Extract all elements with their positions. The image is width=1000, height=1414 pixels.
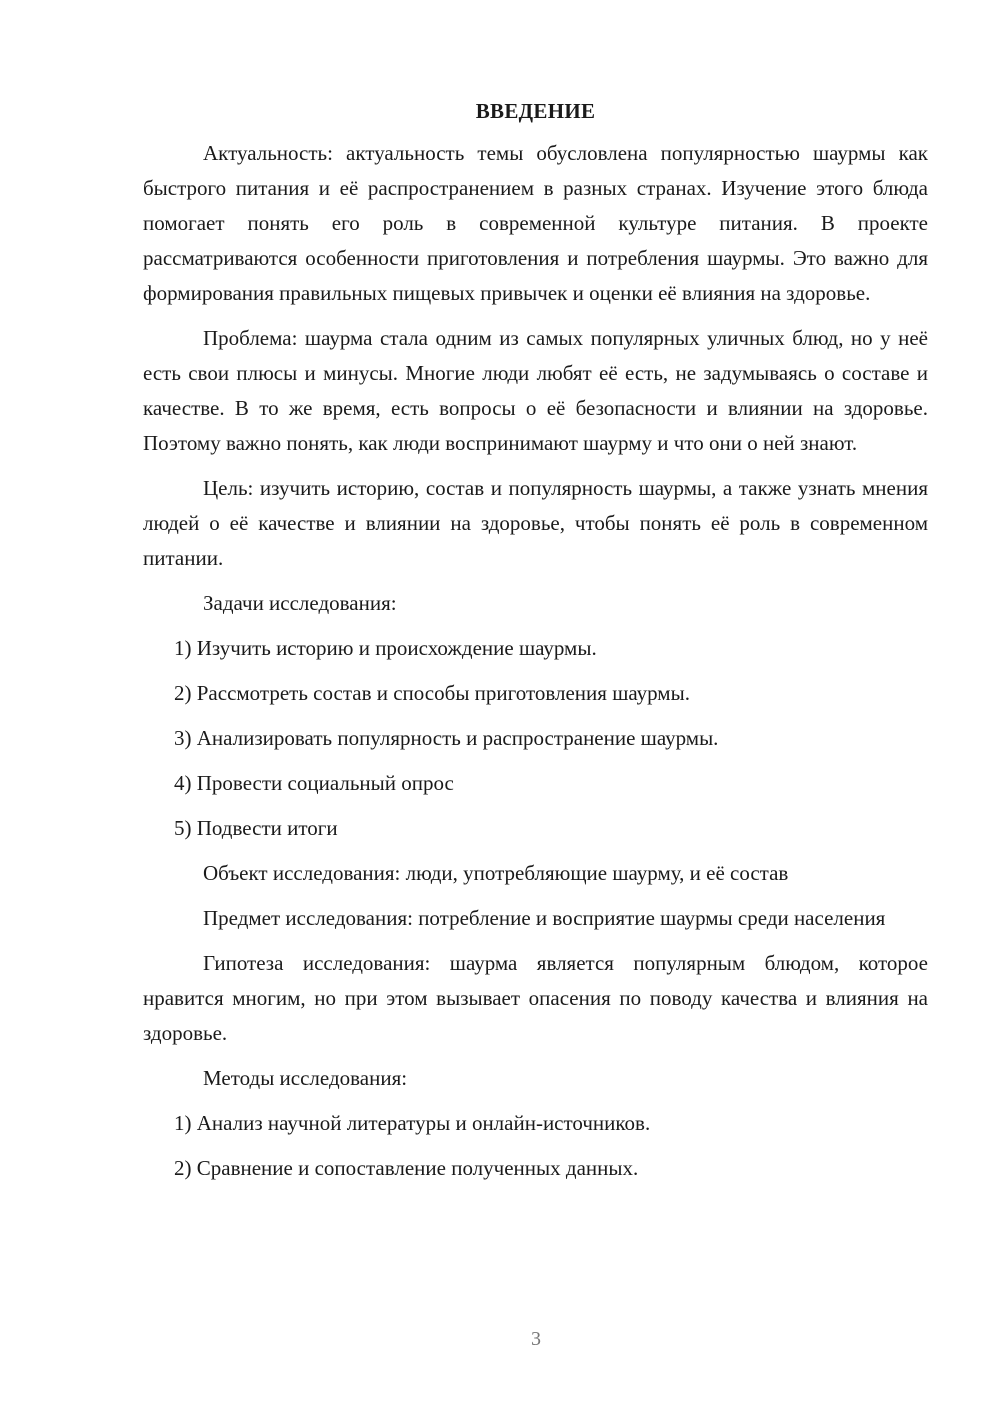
methods-title: Методы исследования: — [203, 1066, 408, 1090]
hypothesis-paragraph: Гипотеза исследования: шаурма является популярным блюдом, которое нравится многим, но при этом вызывает опасения по поводу качества и влияния на здоровье. — [143, 951, 928, 1045]
document-body — [143, 96, 928, 1196]
task-item: 1) Изучить историю и происхождение шаурмы. — [174, 636, 597, 660]
section-heading: ВВЕДЕНИЕ — [475, 99, 596, 123]
task-item: 5) Подвести итоги — [174, 816, 338, 840]
task-item: 3) Анализировать популярность и распространение шаурмы. — [174, 726, 719, 750]
task-item: 2) Рассмотреть состав и способы приготовления шаурмы. — [174, 681, 690, 705]
method-item: 2) Сравнение и сопоставление полученных данных. — [174, 1156, 639, 1180]
task-item: 4) Провести социальный опрос — [174, 771, 454, 795]
problem-paragraph: Проблема: шаурма стала одним из самых популярных уличных блюд, но у неё есть свои плюсы и минусы. Многие люди любят её есть, не задумываясь о составе и качестве. В то же время, есть вопросы о её безопасности и влиянии на здоровье. Поэтому важно понять, как люди воспринимают шаурму и что они о ней знают. — [143, 326, 928, 455]
object-line: Объект исследования: люди, употребляющие шаурму, и её состав — [203, 861, 789, 885]
subject-paragraph: Предмет исследования: потребление и восприятие шаурмы среди населения — [203, 906, 886, 930]
page-number: 3 — [531, 1328, 541, 1350]
tasks-title: Задачи исследования: — [203, 591, 397, 615]
goal-paragraph: Цель: изучить историю, состав и популярность шаурмы, а также узнать мнения людей о её качестве и влиянии на здоровье, чтобы понять её роль в современном питании. — [143, 476, 928, 570]
method-item: 1) Анализ научной литературы и онлайн-источников. — [174, 1111, 651, 1135]
relevance-paragraph: Актуальность: актуальность темы обусловлена популярностью шаурмы как быстрого питания и её распространением в разных странах. Изучение этого блюда помогает понять его роль в современной культуре питания. В проекте рассматриваются особенности приготовления и потребления шаурмы. Это важно для формирования правильных пищевых привычек и оценки её влияния на здоровье. — [143, 141, 928, 305]
